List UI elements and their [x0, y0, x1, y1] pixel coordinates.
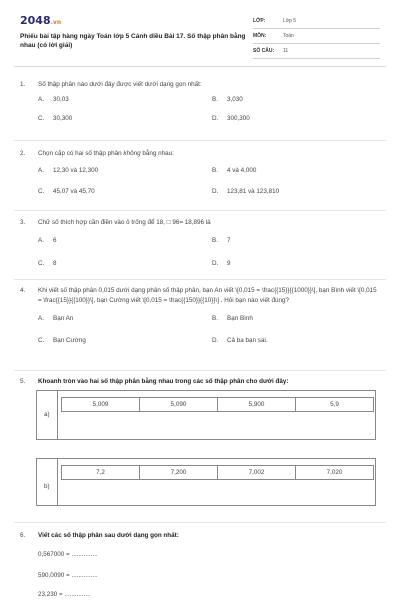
number-cell[interactable]: 5,9 [296, 398, 374, 412]
number-cell[interactable]: 7,2 [62, 466, 140, 480]
divider [14, 279, 386, 280]
question-text: Viết các số thập phân sau dưới dạng gọn nhất: [38, 532, 179, 539]
option-d[interactable]: D. 9 [212, 260, 231, 267]
divider [14, 522, 386, 523]
meta-row-subject: MÔN: Toán [253, 29, 380, 44]
option-a[interactable]: A. 6 [38, 237, 57, 244]
option-a[interactable]: A. 30,03 [38, 96, 69, 103]
option-c[interactable]: C. 8 [38, 260, 57, 267]
option-d[interactable]: D. 123,81 và 123,810 [212, 188, 280, 195]
fill-item[interactable]: 590,0090 = ............... [38, 572, 98, 579]
option-d[interactable]: D. 300,300 [212, 115, 250, 122]
worksheet-title: Phiếu bài tập hàng ngày Toán lớp 5 Cánh diều Bài 17. Số thập phân bằng nhau (có lời giải) [20, 33, 246, 49]
option-b[interactable]: B. 4 và 4,000 [212, 167, 257, 174]
question-6: 6. Viết các số thập phân sau dưới dạng gọn nhất: [20, 531, 382, 541]
part-label: b) [44, 483, 50, 490]
fill-item[interactable]: 23,230 = ............... [38, 591, 91, 598]
question-3: 3. Chữ số thích hợp cần điền vào ô trống để 18, □ 96= 18,896 là A. 6 B. 7 C. 8 D. 9 [20, 218, 382, 267]
option-a[interactable]: A. 12,30 và 12,300 [38, 167, 99, 174]
question-text: Khi viết số thập phân 0,015 dưới dạng phân số thập phân, bạn An viết \[0,015 = \frac{{15}}{{1000}}\], bạn Bình viết \[0,015 = \frac{{15}}{{100}}\], bạn Cường viết \[0,015 = \frac{{150}}{{10}}\] . Hỏi bạn nào viết đúng? [38, 287, 377, 304]
option-d[interactable]: D. Cả ba bạn sai. [212, 337, 268, 344]
number-table [61, 397, 374, 412]
option-c[interactable]: C. 45,07 và 45,70 [38, 188, 95, 195]
site-logo[interactable]: 2048.vn [20, 14, 62, 27]
part-divider [57, 391, 58, 439]
worksheet-meta [253, 14, 380, 59]
option-b[interactable]: B. 7 [212, 237, 231, 244]
option-b[interactable]: B. Bạn Bình [212, 315, 253, 322]
number-cell[interactable]: 5,900 [218, 398, 296, 412]
number-cell[interactable]: 5,009 [62, 398, 140, 412]
number-cell[interactable]: 7,002 [218, 466, 296, 480]
part-divider [57, 459, 58, 505]
number-cell[interactable]: 5,090 [140, 398, 218, 412]
number-cell[interactable]: 7,200 [140, 466, 218, 480]
question-1: 1. Số thập phân nào dưới đây được viết dưới dạng gọn nhất: A. 30,03 B. 3,030 C. 30,300 D. 300,300 [20, 80, 382, 126]
question-text: Chọn cặp có hai số thập phân không bằng nhau: [38, 150, 174, 157]
header-divider [14, 66, 386, 67]
question-text: Chữ số thích hợp cần điền vào ô trống để 18, □ 96= 18,896 là [38, 219, 211, 226]
option-c[interactable]: C. 30,300 [38, 115, 73, 122]
question-text: Số thập phân nào dưới đây được viết dưới dạng gọn nhất: [38, 81, 202, 88]
question-4: 4. Khi viết số thập phân 0,015 dưới dạng phân số thập phân, bạn An viết \[0,015 = \frac{{15}}{{1000}}\], bạn Bình viết \[0,015 = \frac{{15}}{{100}}\], bạn Cường viết \[0,015 = \frac{{150}}{{10}}\] . Hỏi bạn nào viết đúng? A. Bạn An B. Bạn Bình C. Bạn Cường D. Cả ba bạn sai. [20, 286, 382, 345]
meta-row-count: SỐ CÂU: 11 [253, 44, 380, 59]
question-5: 5. Khoanh tròn vào hai số thập phân bằng nhau trong các số thập phân cho dưới đây: [20, 377, 382, 387]
part-b-box [36, 458, 376, 506]
option-a[interactable]: A. Bạn An [38, 315, 74, 322]
option-b[interactable]: B. 3,030 [212, 96, 243, 103]
part-a-box [36, 390, 376, 440]
divider [14, 140, 386, 141]
fill-item[interactable]: 0,567000 = ............... [38, 551, 98, 558]
part-label: a) [44, 411, 50, 418]
divider [14, 210, 386, 211]
question-2: 2. Chọn cặp có hai số thập phân không bằng nhau: A. 12,30 và 12,300 B. 4 và 4,000 C. 45,07 và 45,70 D. 123,81 và 123,810 [20, 149, 382, 197]
divider [14, 370, 386, 371]
number-table [61, 465, 374, 480]
number-cell[interactable]: 7,020 [296, 466, 374, 480]
option-c[interactable]: C. Bạn Cường [38, 337, 86, 344]
meta-row-class: LỚP: Lớp 5 [253, 14, 380, 29]
question-text: Khoanh tròn vào hai số thập phân bằng nhau trong các số thập phân cho dưới đây: [38, 378, 289, 385]
